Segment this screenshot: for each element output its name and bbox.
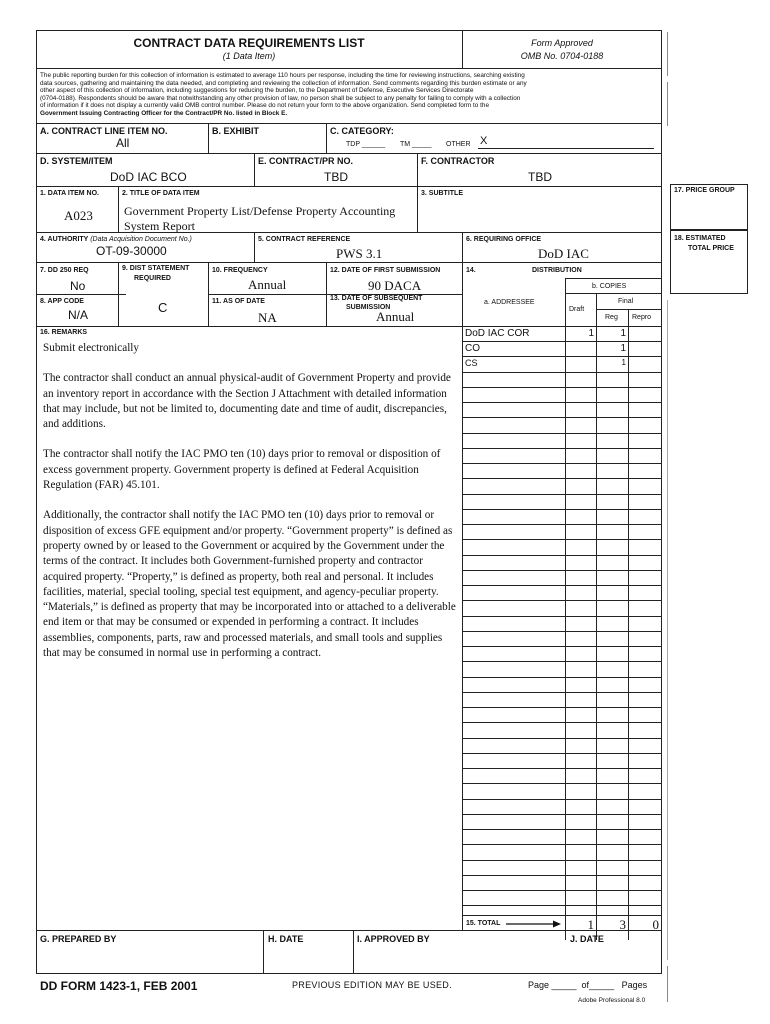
final-label: Final (618, 298, 634, 305)
block-g-label: G. PREPARED BY (40, 934, 117, 944)
category-other: OTHER (446, 141, 471, 148)
distribution-row-1-draft[interactable]: 1 (588, 328, 594, 339)
adobe-note: Adobe Professional 8.0 (578, 997, 646, 1004)
item18-label1: 18. ESTIMATED (674, 235, 726, 242)
dd250-value[interactable]: No (70, 279, 86, 293)
authority-value[interactable]: OT-09-30000 (96, 244, 167, 258)
system-item-value[interactable]: DoD IAC BCO (110, 170, 187, 184)
distribution-row-2-reg[interactable]: 1 (620, 343, 626, 354)
as-of-date-value[interactable]: NA (258, 310, 277, 325)
block-j-label: J. DATE (570, 934, 604, 944)
frequency-value[interactable]: Annual (248, 277, 287, 292)
app-code-value[interactable]: N/A (68, 308, 89, 322)
item2-label: 2. TITLE OF DATA ITEM (122, 190, 200, 197)
category-tm[interactable]: TM _____ (400, 141, 432, 148)
block-d-label: D. SYSTEM/ITEM (40, 156, 113, 166)
block-h-label: H. DATE (268, 934, 304, 944)
form-subtitle: (1 Data Item) (222, 51, 276, 61)
distribution-title: DISTRIBUTION (532, 267, 582, 274)
total-repro[interactable]: 0 (652, 917, 659, 932)
reg-label: Reg (605, 314, 618, 321)
item11-label: 11. AS OF DATE (212, 298, 265, 305)
item17-label: 17. PRICE GROUP (674, 187, 735, 194)
copies-label: b. COPIES (592, 283, 627, 290)
data-item-title-line1[interactable]: Government Property List/Defense Property Accounting (124, 204, 396, 218)
contract-line-item-value[interactable]: All (116, 136, 130, 150)
draft-label: Draft (569, 306, 585, 313)
block-i-label: I. APPROVED BY (357, 934, 430, 944)
item3-label: 3. SUBTITLE (421, 190, 464, 197)
data-item-no-value[interactable]: A023 (64, 208, 93, 223)
distribution-row-3-addressee[interactable]: CS (465, 358, 478, 368)
form-approved: Form Approved (531, 38, 593, 48)
category-other-value[interactable]: X (480, 135, 488, 147)
item13-label1: 13. DATE OF SUBSEQUENT (330, 295, 423, 302)
item13-label2: SUBMISSION (346, 304, 391, 311)
item4-label: 4. AUTHORITY (Data Acquisition Document No.) (40, 236, 192, 243)
item16-label: 16. REMARKS (40, 329, 88, 336)
item14-label: 14. (466, 267, 476, 274)
data-item-title-line2[interactable]: System Report (124, 219, 195, 233)
item8-label: 8. APP CODE (40, 298, 84, 305)
addressee-label: a. ADDRESSEE (484, 299, 535, 306)
item12-label: 12. DATE OF FIRST SUBMISSION (330, 267, 441, 274)
item6-label: 6. REQUIRING OFFICE (466, 236, 542, 243)
first-submission-value[interactable]: 90 DACA (368, 278, 422, 293)
dist-statement-value[interactable]: C (158, 300, 168, 315)
previous-edition: PREVIOUS EDITION MAY BE USED. (292, 980, 452, 990)
total-reg[interactable]: 3 (619, 917, 626, 932)
header-divider (462, 30, 463, 68)
remarks-text[interactable]: Submit electronically The contractor shall conduct an annual physical-audit of Government Property and provide an inventory report in accordance with the Section J Attachment with detailed information that may include, but not be limited to, documenting date and time of audit, discrepancies, and additions. The contractor shall notify the IAC PMO ten (10) days prior to removal or disposition of excess government property. Government property is defined at Federal Acquisition Regulation (FAR) 45.101. Additionally, the contractor shall notify the IAC PMO ten (10) days prior to removal or disposition of excess GFE equipment and/or property. “Government property” is defined as property owned by or leased to the Government or acquired by the Government under the terms of the contract. It includes both Government-furnished property and contractor acquired property. “Property,” is defined as property, both real and personal. It includes facilities, material, special tooling, special test equipment, and agency-peculiar property. “Materials,” is defined as property that may be incorporated into or attached to a deliverable end item or that may be consumed or expended in performing a contract. It includes assemblies, components, parts, raw and processed materials, and small tools and supplies that may be consumed in normal use in performing a contract. (43, 342, 456, 660)
form-title: CONTRACT DATA REQUIREMENTS LIST (133, 36, 365, 50)
block-f-label: F. CONTRACTOR (421, 156, 495, 166)
item9-label2: REQUIRED (134, 275, 171, 282)
item7-label: 7. DD 250 REQ (40, 267, 89, 274)
repro-label: Repro (632, 314, 652, 321)
total-arrow-icon (506, 920, 562, 928)
item15-label: 15. TOTAL (466, 920, 501, 927)
block-e-label: E. CONTRACT/PR NO. (258, 156, 354, 166)
contractor-value[interactable]: TBD (528, 170, 552, 184)
distribution-row-1-reg[interactable]: 1 (620, 328, 626, 339)
item1-label: 1. DATA ITEM NO. (40, 190, 99, 197)
page-count[interactable]: Page _____ of_____ Pages (528, 980, 648, 990)
block-a-label: A. CONTRACT LINE ITEM NO. (40, 126, 168, 136)
category-tdp[interactable]: TDP ______ (346, 141, 386, 148)
item5-label: 5. CONTRACT REFERENCE (258, 236, 351, 243)
distribution-row-3-reg[interactable]: 1 (621, 358, 626, 367)
contract-pr-value[interactable]: TBD (324, 170, 348, 184)
total-draft[interactable]: 1 (587, 917, 594, 932)
distribution-row-2-addressee[interactable]: CO (465, 343, 480, 354)
block-b-label: B. EXHIBIT (212, 126, 260, 136)
omb-number: OMB No. 0704-0188 (520, 51, 604, 61)
contract-reference-value[interactable]: PWS 3.1 (336, 246, 383, 261)
requiring-office-value[interactable]: DoD IAC (538, 246, 589, 261)
distribution-row-1-addressee[interactable]: DoD IAC COR (465, 328, 530, 339)
item9-label1: 9. DIST STATEMENT (122, 265, 190, 272)
subsequent-submission-value[interactable]: Annual (376, 309, 415, 324)
form-id: DD FORM 1423-1, FEB 2001 (40, 979, 198, 993)
block-c-label: C. CATEGORY: (330, 126, 394, 136)
burden-statement: The public reporting burden for this collection of information is estimated to average 110 hours per response, including the time for reviewing instructions, searching existing data sources, gathering and maintaining the data needed, and completing and reviewing the collection of information. Send comments regarding this burden estimate or any other aspect of this collection of information, including suggestions for reducing the burden, to the Department of Defense, Executive Services Directorate (0704-0188). Respondents should be aware that notwithstanding any other provision of law, no person shall be subject to any penalty for failing to comply with a collection of information if it does not display a currently valid OMB control number. Please do not return your form to the above organization. Send completed form to the Government Issuing Contracting Officer for the Contract/PR No. listed in Block E. (40, 72, 527, 117)
item10-label: 10. FREQUENCY (212, 267, 268, 274)
item18-label2: TOTAL PRICE (688, 245, 734, 252)
